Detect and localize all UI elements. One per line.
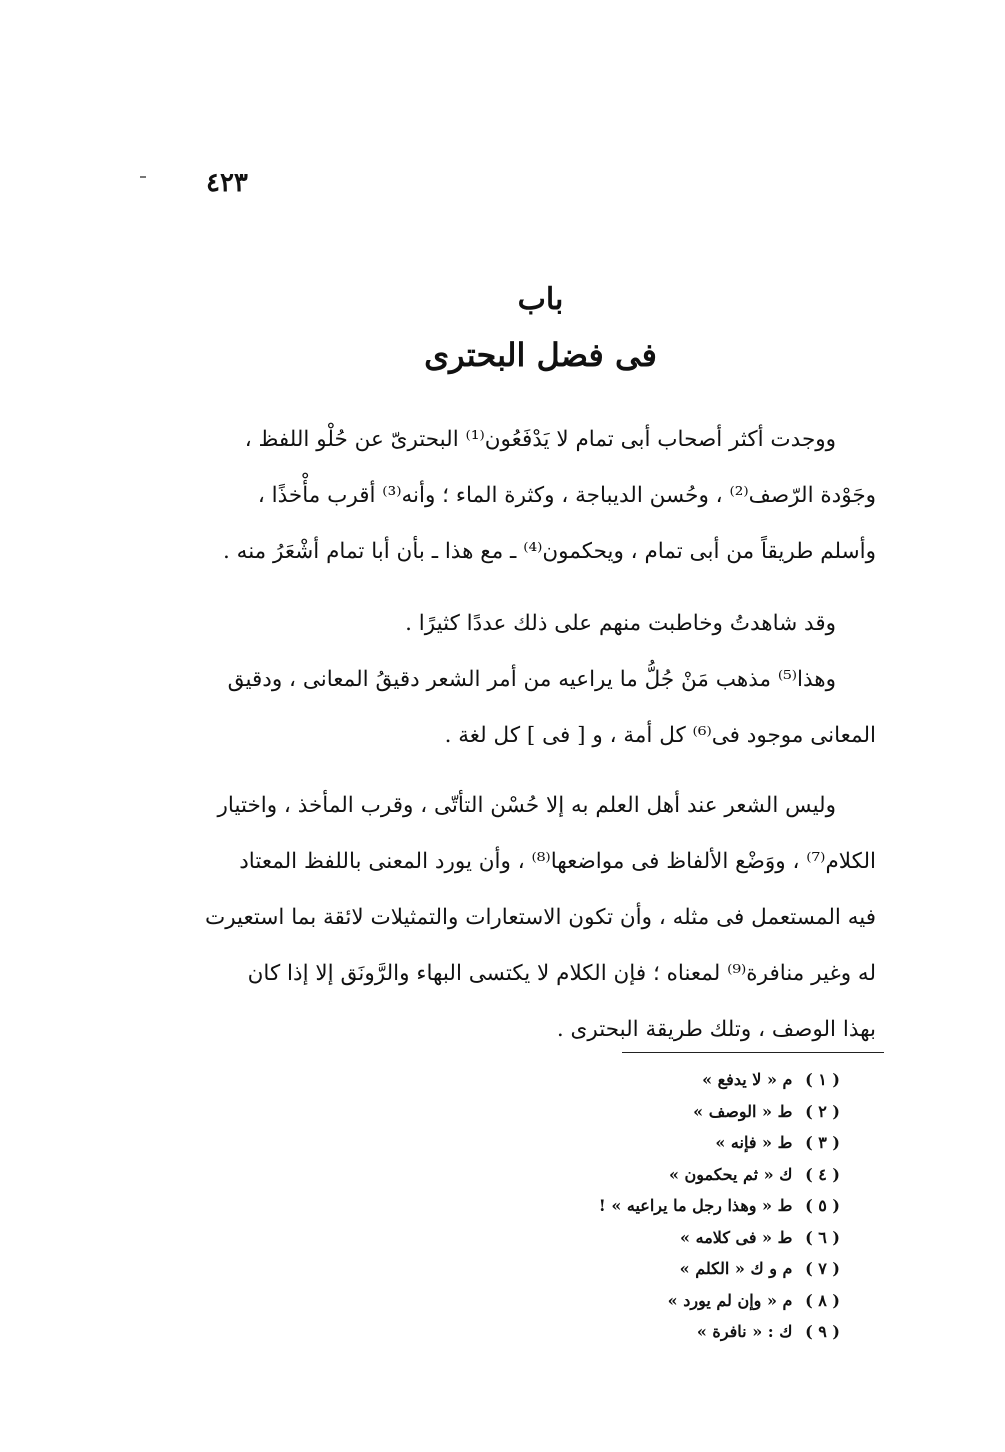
paragraph-3 — [204, 652, 876, 764]
text-line: ووجدت أكثر أصحاب أبى تمام لا يَدْفَعُون⁽¹⁾ البحترىّ عن حُلْو اللفظ ، — [244, 427, 836, 452]
footnote-text: ك : « نافرة » — [696, 1322, 793, 1341]
footnote-item — [560, 1064, 840, 1096]
footnote-item — [560, 1316, 840, 1348]
footnote-number: ( ٤ ) — [805, 1164, 840, 1184]
footnote-number: ( ٧ ) — [805, 1259, 840, 1278]
footnote-number: ( ٦ ) — [805, 1227, 840, 1247]
text-line: وهذا⁽⁵⁾ مذهب مَنْ جُلُّ ما يراعيه من أمر الشعر دقيقُ المعانى ، ودقيق — [227, 667, 836, 692]
text-line: وأسلم طريقاً من أبى تمام ، ويحكمون⁽⁴⁾ ـ مع هذا ـ بأن أبا تمام أشْعَرُ منه . — [223, 539, 876, 564]
paragraph-4 — [204, 778, 876, 1058]
text-line: له وغير منافرة⁽⁹⁾ لمعناه ؛ فإن الكلام لا يكتسى البهاء والرَّونَق إلا إذا كان — [247, 961, 876, 986]
footnote-text: ك « ثم يحكمون » — [668, 1164, 793, 1184]
footnote-text: ط « الوصف » — [693, 1101, 793, 1121]
footnote-item — [560, 1127, 840, 1159]
footnote-number: ( ٨ ) — [805, 1290, 840, 1310]
chapter-label: باب — [517, 282, 564, 317]
scan-speck — [140, 176, 146, 178]
footnote-text: ط « فإنه » — [715, 1133, 793, 1152]
text-line: فيه المستعمل فى مثله ، وأن تكون الاستعارات والتمثيلات لائقة بما استعيرت — [204, 905, 876, 930]
text-line: وليس الشعر عند أهل العلم به إلا حُسْن التأتّى ، وقرب المأخذ ، واختيار — [217, 793, 836, 818]
text-line: الكلام⁽⁷⁾ ، ووَضْع الألفاظ فى مواضعها⁽⁸⁾ ، وأن يورد المعنى باللفظ المعتاد — [239, 849, 876, 874]
paragraph-2 — [204, 596, 876, 652]
footnote-number: ( ١ ) — [805, 1070, 840, 1089]
chapter-title: فى فضل البحترى — [424, 336, 657, 374]
footnote-text: م « وإن لم يورد » — [667, 1290, 793, 1310]
footnote-item — [560, 1096, 840, 1128]
text-line: وجَوْدة الرّصف⁽²⁾ ، وحُسن الديباجة ، وكثرة الماء ؛ وأنه⁽³⁾ أقرب مأْخذًا ، — [257, 483, 876, 508]
footnote-number: ( ٥ ) — [805, 1196, 840, 1215]
footnote-text: م و ك « الكلم » — [679, 1259, 793, 1278]
footnote-text: ط « فى كلامه » — [680, 1227, 793, 1247]
footnote-number: ( ٣ ) — [805, 1133, 840, 1152]
text-line: وقد شاهدتُ وخاطبت منهم على ذلك عددًا كثيرًا . — [405, 611, 836, 636]
footnote-text: م « لا يدفع » — [702, 1070, 793, 1089]
paragraph-1 — [204, 412, 876, 580]
footnote-divider — [622, 1052, 884, 1053]
footnote-text: ط « وهذا رجل ما يراعيه » ! — [598, 1196, 793, 1215]
footnote-number: ( ٢ ) — [805, 1101, 840, 1121]
footnote-item — [560, 1159, 840, 1191]
text-line: المعانى موجود فى⁽⁶⁾ كل أمة ، و [ فى ] كل لغة . — [444, 723, 876, 748]
footnote-item — [560, 1285, 840, 1317]
footnotes — [560, 1064, 840, 1348]
page-number: ٤٢٣ — [206, 168, 248, 198]
footnote-item — [560, 1190, 840, 1222]
text-line: بهذا الوصف ، وتلك طريقة البحترى . — [556, 1017, 876, 1042]
footnote-item — [560, 1222, 840, 1254]
footnote-number: ( ٩ ) — [805, 1322, 840, 1341]
footnote-item — [560, 1253, 840, 1285]
